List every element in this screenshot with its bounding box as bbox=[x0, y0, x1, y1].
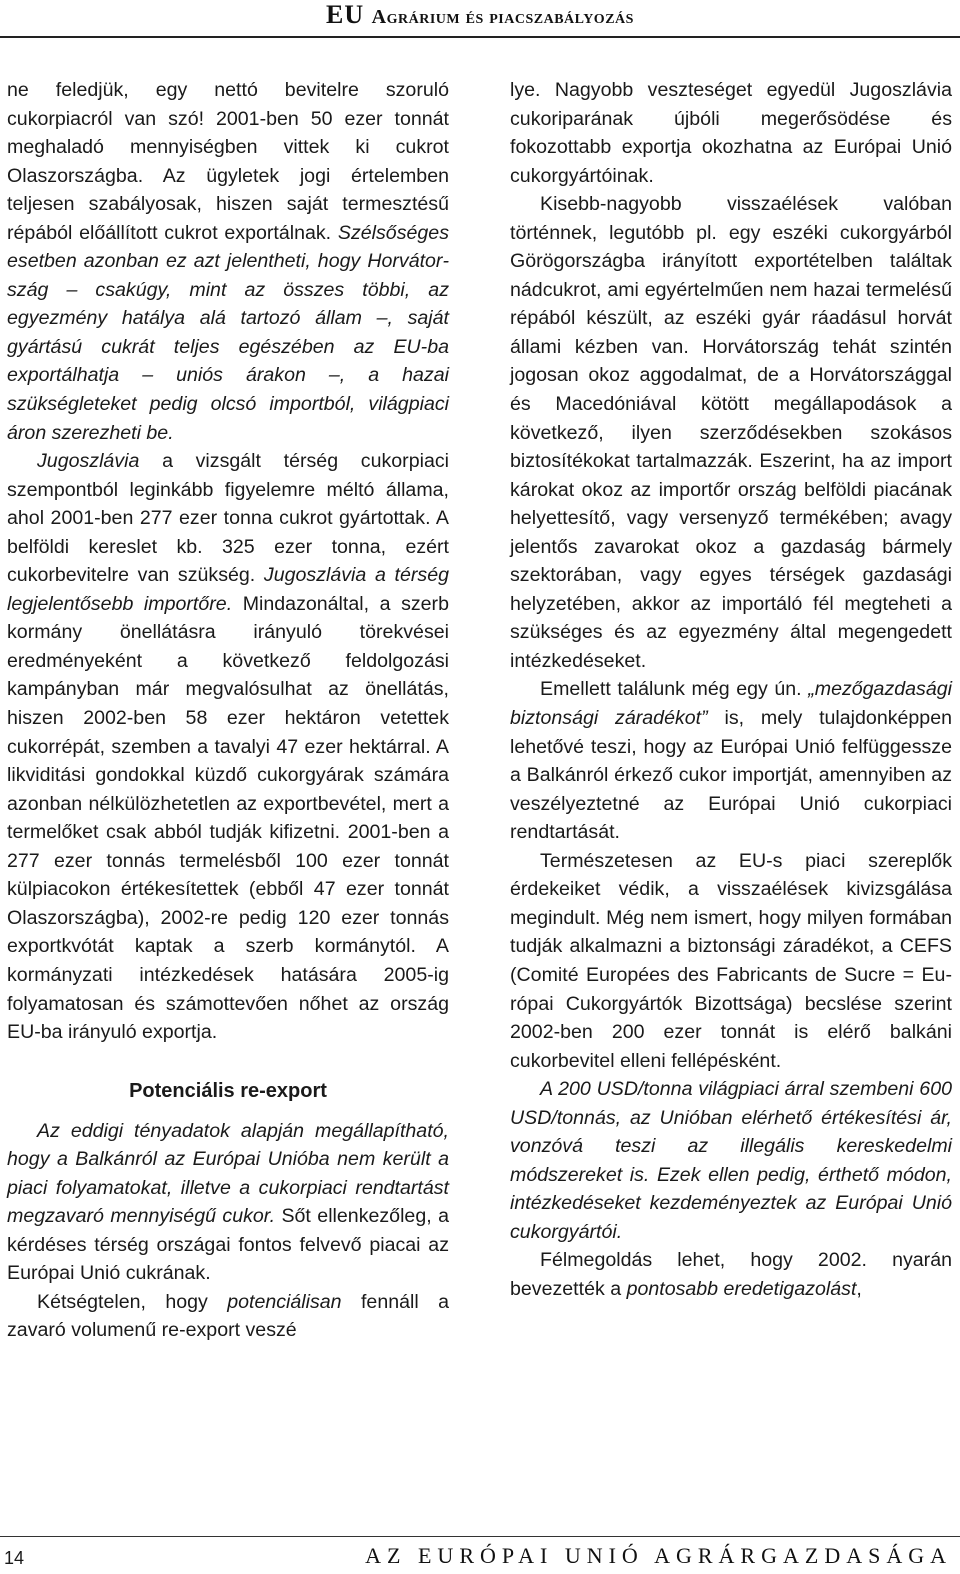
left-paragraph-2 bbox=[7, 447, 449, 1046]
italic-run: Szélsőséges esetben azonban ez azt jelentheti, hogy Horvátország – csakúgy, mint az összes többi, az egyezmény hatálya alá tartozó állam –, saját gyártású cukrát teljes egészében az EU-ba exportálhatja – uniós árakon –, a hazai szükségleteket pedig olcsó importból, világpiaci áron szerezheti be. bbox=[7, 221, 449, 444]
left-paragraph-1 bbox=[7, 76, 449, 447]
page-number: 14 bbox=[4, 1548, 25, 1568]
left-paragraph-4 bbox=[7, 1288, 449, 1345]
italic-run: potenciálisan bbox=[227, 1290, 342, 1313]
text-run: Kétségtelen, hogy bbox=[37, 1290, 228, 1313]
right-paragraph-2: Kisebb-nagyobb visszaélések valóban történnek, legutóbb pl. egy eszéki cukorgyárból Görögországba irányított exportételben találtak nádcukrot, ami egyértelműen nem hazai termelésű répából készült, az eszéki gyár ráadásul horvát állami kézben van. Horvátország tehát szintén jogosan okoz aggodalmat, de a Horvátországgal és Macedóniával kötött megállapodások a következő, ilyen szerződésekben szokásos biztosítékokat tartalmazzák. Eszerint, ha az import károkat okoz az importőr ország belföldi piacának helyettesítő, vagy versenyző termékében; avagy jelentős zavarokat okoz a gazdaság bármely szektorában, vagy egyes térségek gazdasági helyzetében, akkor az importáló fél megteheti a szükséges és az egyezmény által megengedett intézkedéseket. bbox=[510, 193, 952, 672]
italic-run: Jugoszlávia bbox=[37, 450, 140, 473]
section-heading: Potenciális re-export bbox=[129, 1079, 327, 1102]
journal-title: AZ EURÓPAI UNIÓ AGRÁRGAZDASÁGA bbox=[365, 1543, 952, 1568]
italic-run: „mezőgazdasági biztonsági záradékot” bbox=[510, 678, 952, 730]
text-run: a vizsgált térség cukorpiaci szempontból leginkább figyelemre méltó állama, ahol 2001-ben 277 ezer tonna cukrot gyártottak. A belföldi kereslet kb. 325 ezer tonna, ezért cukorbevitelre van szükség. bbox=[7, 450, 449, 587]
text-run: Emellett találunk még egy ún. bbox=[540, 678, 809, 701]
right-column bbox=[510, 76, 952, 1304]
running-header bbox=[0, 0, 960, 38]
text-run: Sőt ellenkezőleg, a kérdéses térség országai fontos felvevő piacai az Európai Unió cukrának. bbox=[7, 1205, 449, 1285]
italic-run: Jugoszlávia a térség legjelentősebb importőre. bbox=[7, 564, 450, 615]
text-run: is, mely tulajdonképpen lehetővé teszi, hogy az Európai Unió felfüggessze a Balkánról érkező cukor importját, amennyiben az veszélyeztetné az Európai Unió cukorpiaci rendtartását. bbox=[510, 707, 953, 844]
left-column bbox=[7, 76, 449, 1345]
text-run: , bbox=[856, 1277, 862, 1300]
italic-run: Az eddigi tényadatok alapján megállapítható, hogy a Balkánról az Európai Unióba nem került a piaci folyamatokat, illetve a cukorpiaci rendtartást megzavaró mennyiségű cukor. bbox=[7, 1119, 449, 1228]
italic-run: A 200 USD/tonna világpiaci árral szembeni 600 USD/tonnás, az Unióban elérhető értékesítési ár, vonzóvá teszi az illegális kereskedelmi módszereket is. Ezek ellen pedig, érthető módon, intézkedéseket kezdeményeztek az Európai Unió cukorgyártói. bbox=[510, 1078, 952, 1243]
right-paragraph-1: lye. Nagyobb veszteséget egyedül Jugoszlávia cukoriparának újbóli megerősödése és fokozottabb exportja okozhatna az Európai Unió cukorgyártóinak. bbox=[510, 79, 952, 187]
header-title: Agrárium és piacszabályozás bbox=[371, 6, 634, 28]
right-paragraph-6 bbox=[510, 1246, 952, 1303]
text-run: Félmegoldás lehet, hogy 2002. nyarán bevezették a bbox=[510, 1249, 952, 1300]
right-paragraph-4: Természetesen az EU-s piaci szereplők érdekeiket védik, a visszaélések kivizsgálása megindult. Még nem ismert, hogy milyen formában tudják alkalmazni a biztonsági záradékot, a CEFS (Comité Europées des Fabricants de Sucre = Európai Cukorgyártók Bizottsága) becslése szerint 2002-ben 200 ezer tonnát is elérő balkáni cukorbevitel elleni fellépésként. bbox=[510, 849, 952, 1072]
right-paragraph-3 bbox=[510, 675, 952, 846]
footer-rule bbox=[0, 1536, 960, 1537]
text-run: ne feledjük, egy nettó bevitelre szoruló cukorpiacról van szó! 2001-ben 50 ezer tonnát meghaladó mennyiségben vittek ki cukrot Olaszországba. Az ügyletek jogi értelemben teljesen szabályosak, hiszen saját termesztésű répából előállított cukrot exportálnak. bbox=[7, 79, 449, 244]
italic-run: pontosabb eredetigazolást bbox=[626, 1277, 857, 1300]
header-rule bbox=[0, 36, 960, 38]
left-paragraph-3 bbox=[7, 1117, 449, 1288]
text-run: Mindazonáltal, a szerb kormány önellátásra irányuló törekvései eredményeként a következő feldolgozási kampányban már megvalósulhat az önellátás, hiszen 2002-ben 58 ezer hektáron vetettek cukorrépát, szemben a tavalyi 47 ezer hektárral. A likviditási gondokkal küzdő cukorgyárak számára azonban nélkülözhetetlen az exportbevétel, mert a termelőket csak abból tudják kifizetni. 2001-ben a 277 ezer tonnás termelésből 100 ezer tonnát külpiacokon értékesítettek (ebből 47 ezer tonnát Olaszországba), 2002-re pedig 120 ezer tonnás exportkvótát kaptak a szerb kormánytól. A kormányzati intézkedések hatására 2005-ig folyamatosan és számottevően nőhet az ország EU-ba irányuló exportja. bbox=[7, 592, 449, 1044]
right-paragraph-5 bbox=[510, 1075, 952, 1246]
text-run: fennáll a zavaró volumenű re-export veszé bbox=[7, 1290, 449, 1342]
header-prefix: EU bbox=[326, 0, 372, 29]
